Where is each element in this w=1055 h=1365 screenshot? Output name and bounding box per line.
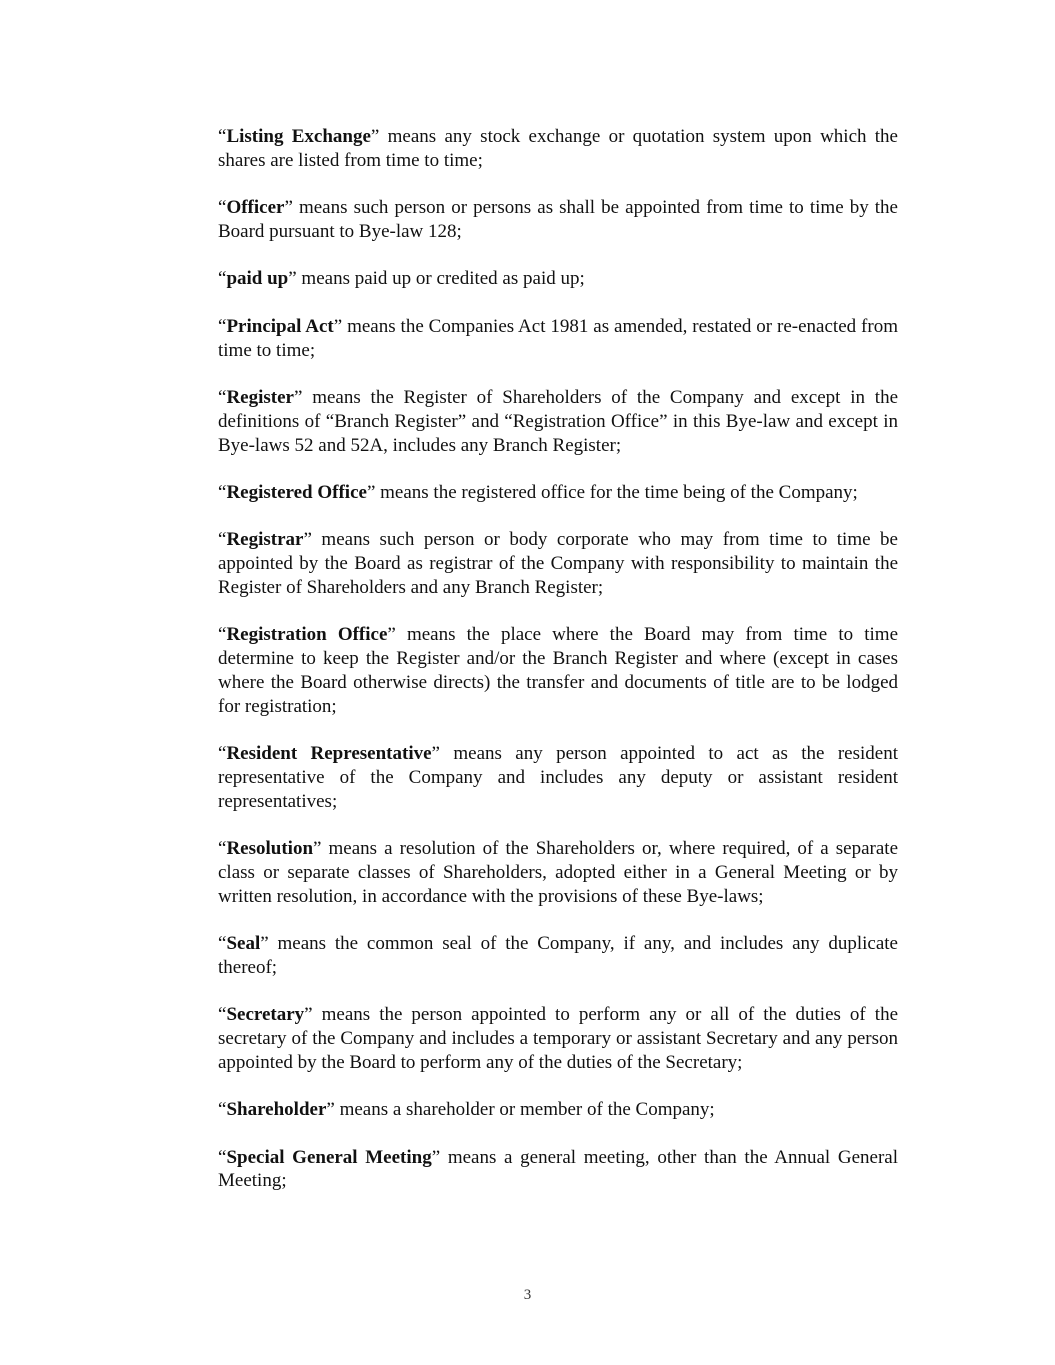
close-quote: ” [333,315,343,337]
close-quote: ” [284,197,293,219]
definition-resolution [218,837,898,908]
close-quote: ” [288,268,297,290]
definition-paid-up [218,267,898,291]
definition-registrar [218,528,898,599]
definition-term: Registrar [226,529,304,551]
definition-text: means such person or persons as shall be appointed from time to time by the Board pursuant to Bye-law 128; [218,197,898,242]
definition-term: paid up [226,268,289,290]
definition-text: means the Companies Act 1981 as amended, restated or re-enacted from time to time; [218,315,898,361]
definition-term: Principal Act [226,315,334,337]
open-quote: “ [218,126,227,147]
close-quote: ” [431,1146,441,1168]
open-quote: “ [218,315,227,337]
definition-term: Shareholder [226,1099,327,1121]
open-quote: “ [218,529,227,551]
definition-text: means the person appointed to perform any or all of the duties of the secretary of the Company and includes a temporary or assistant Secretary and any person appointed by the Board to perform any of the duties of the Secretary; [218,1004,898,1073]
definition-text: means paid up or credited as paid up; [296,268,585,290]
definition-shareholder [218,1098,898,1122]
definition-special-general-meeting [218,1146,898,1194]
close-quote: ” [387,624,396,646]
definition-registration-office [218,623,898,718]
definition-text: means a shareholder or member of the Company; [334,1099,715,1121]
close-quote: ” [304,1004,313,1026]
definition-text: means a resolution of the Shareholders or, where required, of a separate class or separate classes of Shareholders, adopted either in a General Meeting or by written resolution, in accordance with the provisions of these Bye-laws; [218,838,898,907]
open-quote: “ [218,933,227,955]
close-quote: ” [293,386,303,408]
definition-text: means any stock exchange or quotation system upon which the shares are listed from time to time; [218,126,898,171]
definition-text: means such person or body corporate who may from time to time be appointed by the Board as registrar of the Company with responsibility to maintain the Register of Shareholders and any Branch Register; [218,529,898,598]
close-quote: ” [366,481,376,503]
definition-seal [218,932,898,980]
open-quote: “ [218,386,227,408]
definition-text: means the common seal of the Company, if any, and includes any duplicate thereof; [218,933,898,978]
definition-text: means any person appointed to act as the resident representative of the Company and includes any deputy or assistant resident representatives; [218,743,898,812]
definition-term: Resolution [226,838,314,860]
definition-term: Officer [226,197,285,219]
definition-text: means the registered office for the time being of the Company; [375,481,858,503]
definition-text: means the Register of Shareholders of the Company and except in the definitions of “Branch Register” and “Registration Office” in this Bye-law and except in Bye-laws 52 and 52A, includes any Branch Register; [218,386,898,456]
definition-term: Special General Meeting [226,1146,432,1168]
close-quote: ” [326,1099,335,1121]
definition-text: means the place where the Board may from time to time determine to keep the Register and/or the Branch Register and where (except in cases where the Board otherwise directs) the transfer and documents of title are to be lodged for registration; [218,624,898,717]
close-quote: ” [303,529,312,551]
definition-term: Registration Office [226,624,388,646]
definition-registered-office [218,481,898,505]
open-quote: “ [218,1099,227,1121]
definitions-list [218,125,898,1217]
definition-officer [218,196,898,244]
definition-term: Secretary [226,1004,305,1026]
close-quote: ” [313,838,322,860]
open-quote: “ [218,1146,227,1168]
open-quote: “ [218,838,227,860]
definition-term: Resident Representative [226,743,432,765]
close-quote: ” [370,126,380,147]
open-quote: “ [218,1004,227,1026]
definition-term: Seal [226,933,261,955]
open-quote: “ [218,743,227,765]
open-quote: “ [218,268,227,290]
open-quote: “ [218,481,227,503]
close-quote: ” [431,743,440,765]
definition-term: Listing Exchange [226,126,371,147]
definition-listing-exchange [218,125,898,173]
open-quote: “ [218,197,227,219]
definition-principal-act [218,315,898,363]
definition-text: means a general meeting, other than the Annual General Meeting; [218,1146,898,1192]
page-number: 3 [523,1287,532,1303]
close-quote: ” [260,933,269,955]
open-quote: “ [218,624,227,646]
definition-term: Registered Office [226,481,367,503]
definition-register [218,386,898,457]
definition-resident-representative [218,742,898,813]
definition-secretary [218,1003,898,1074]
definition-term: Register [226,386,294,408]
